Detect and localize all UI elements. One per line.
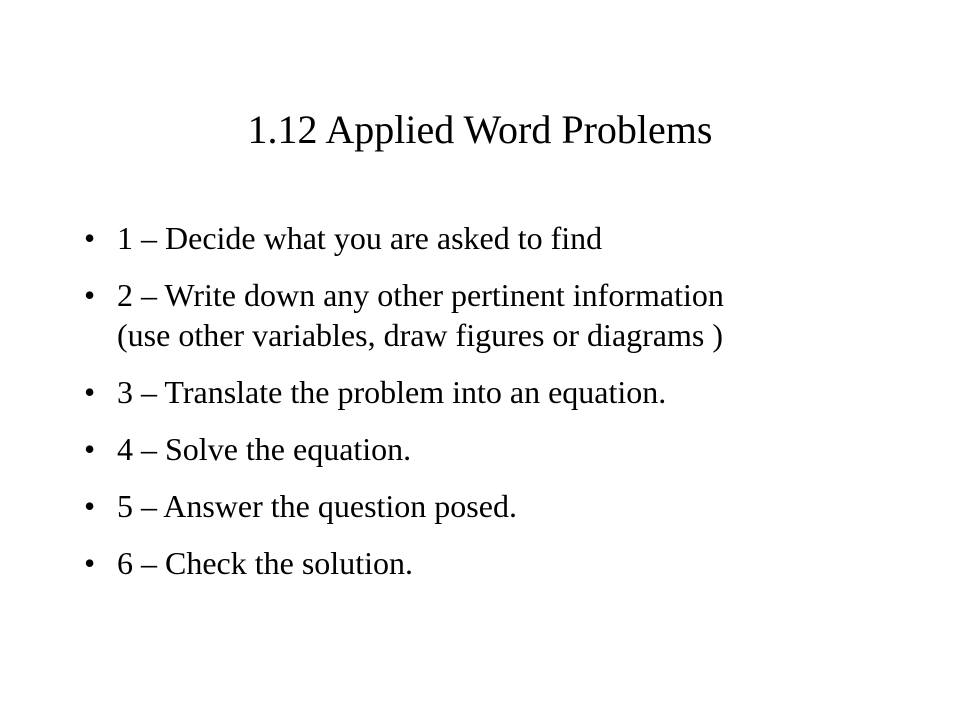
bullet-item-5 xyxy=(84,486,904,526)
slide-title: 1.12 Applied Word Problems xyxy=(247,107,713,152)
bullet-text: 6 – Check the solution. xyxy=(117,545,413,581)
bullet-text: 5 – Answer the question posed. xyxy=(117,488,517,524)
bullet-list xyxy=(84,218,904,600)
bullet-item-6 xyxy=(84,543,904,583)
bullet-text-continued: (use other variables, draw figures or diagrams ) xyxy=(117,317,723,353)
bullet-text: 1 – Decide what you are asked to find xyxy=(117,220,603,256)
bullet-item-4 xyxy=(84,429,904,469)
bullet-item-3 xyxy=(84,372,904,412)
bullet-icon: • xyxy=(84,431,96,467)
bullet-item-1 xyxy=(84,218,904,258)
bullet-text: 3 – Translate the problem into an equation. xyxy=(117,374,667,410)
bullet-text: 4 – Solve the equation. xyxy=(117,431,412,467)
bullet-icon: • xyxy=(84,488,96,524)
bullet-item-2 xyxy=(84,275,904,355)
bullet-icon: • xyxy=(84,220,96,256)
bullet-icon: • xyxy=(84,374,96,410)
bullet-icon: • xyxy=(84,277,96,313)
bullet-icon: • xyxy=(84,545,96,581)
bullet-text: 2 – Write down any other pertinent information xyxy=(117,277,724,313)
